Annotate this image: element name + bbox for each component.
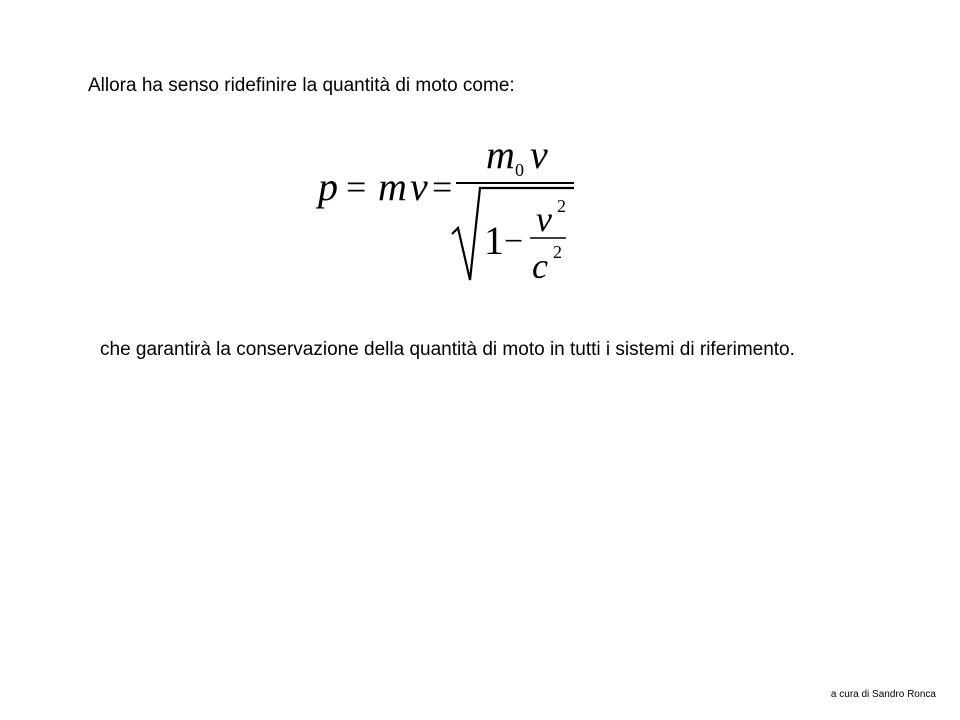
formula-p: p — [318, 164, 338, 209]
intro-text: Allora ha senso ridefinire la quantità di moto come: — [88, 75, 515, 96]
formula-equals-2: = — [432, 167, 453, 207]
formula-inner-c: c — [532, 246, 548, 286]
formula-numerator-m: m — [486, 132, 515, 177]
formula-one: 1 — [484, 218, 504, 263]
formula-numerator-v: v — [530, 132, 548, 177]
formula-inner-v-exponent: 2 — [557, 196, 566, 216]
formula-m: m — [378, 164, 407, 209]
momentum-formula-svg — [310, 130, 590, 290]
formula-equals-1: = — [346, 167, 367, 207]
formula-numerator-subscript: 0 — [515, 160, 524, 180]
formula-minus: − — [504, 223, 524, 260]
conclusion-text: che garantirà la conservazione della quantità di moto in tutti i sistemi di riferimento. — [100, 339, 795, 360]
author-credit: a cura di Sandro Ronca — [830, 689, 936, 700]
formula-inner-c-exponent: 2 — [553, 242, 562, 262]
formula-v: v — [410, 164, 428, 209]
momentum-formula — [310, 130, 590, 290]
formula-inner-v: v — [536, 199, 552, 239]
